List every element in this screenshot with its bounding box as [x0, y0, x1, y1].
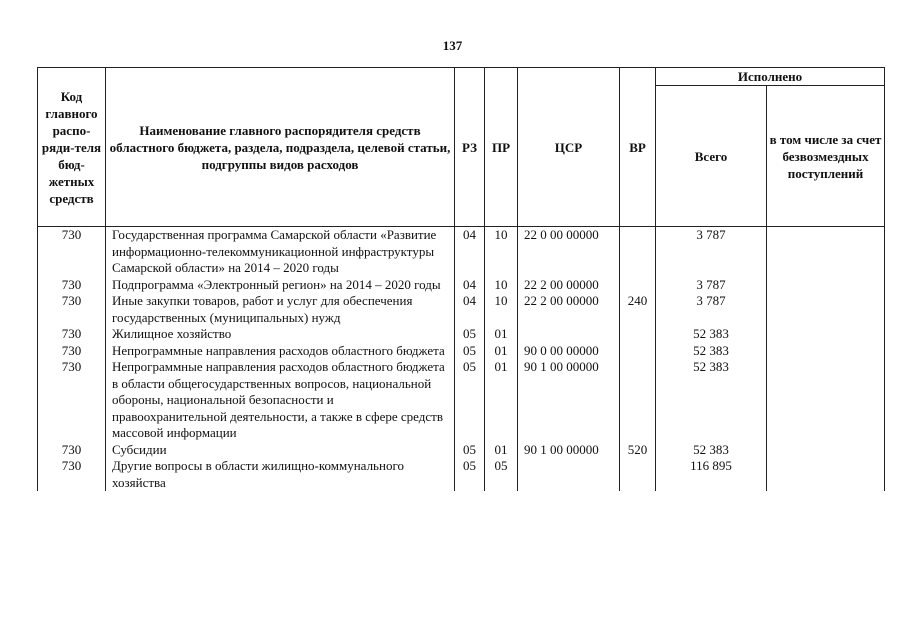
cell-csr: 90 1 00 00000	[518, 442, 620, 459]
cell-rz: 04	[455, 293, 485, 326]
cell-name: Жилищное хозяйство	[106, 326, 455, 343]
cell-code: 730	[38, 326, 106, 343]
cell-total: 52 383	[656, 343, 767, 360]
cell-pr: 05	[485, 458, 518, 491]
cell-code: 730	[38, 277, 106, 294]
cell-gratuitous	[767, 326, 885, 343]
cell-name: Государственная программа Самарской области «Развитие информационно-телекоммуникационной инфраструктуры Самарской области» на 2014 – 2020 годы	[106, 227, 455, 277]
cell-csr: 90 1 00 00000	[518, 359, 620, 442]
cell-rz: 05	[455, 343, 485, 360]
cell-vr	[620, 343, 656, 360]
cell-code: 730	[38, 442, 106, 459]
table-row	[38, 277, 885, 294]
cell-gratuitous	[767, 227, 885, 277]
header-rz: РЗ	[455, 68, 485, 227]
cell-csr: 22 2 00 00000	[518, 293, 620, 326]
header-vr: ВР	[620, 68, 656, 227]
cell-total: 3 787	[656, 227, 767, 277]
cell-csr	[518, 326, 620, 343]
header-gratuitous: в том числе за счет безвозмездных поступлений	[767, 86, 885, 227]
cell-vr	[620, 458, 656, 491]
cell-code: 730	[38, 227, 106, 277]
cell-name: Субсидии	[106, 442, 455, 459]
cell-vr	[620, 359, 656, 442]
table-row	[38, 293, 885, 326]
cell-vr: 240	[620, 293, 656, 326]
cell-pr: 01	[485, 442, 518, 459]
cell-pr: 10	[485, 227, 518, 277]
cell-vr	[620, 277, 656, 294]
cell-pr: 10	[485, 277, 518, 294]
table-row	[38, 343, 885, 360]
header-pr: ПР	[485, 68, 518, 227]
cell-total: 52 383	[656, 442, 767, 459]
cell-total: 52 383	[656, 326, 767, 343]
cell-rz: 04	[455, 277, 485, 294]
cell-rz: 05	[455, 442, 485, 459]
cell-gratuitous	[767, 343, 885, 360]
cell-pr: 01	[485, 326, 518, 343]
table-row	[38, 326, 885, 343]
page-number: 137	[442, 38, 463, 53]
cell-csr: 22 0 00 00000	[518, 227, 620, 277]
cell-rz: 04	[455, 227, 485, 277]
table-row	[38, 442, 885, 459]
cell-gratuitous	[767, 277, 885, 294]
cell-name: Непрограммные направления расходов областного бюджета	[106, 343, 455, 360]
cell-code: 730	[38, 343, 106, 360]
cell-rz: 05	[455, 359, 485, 442]
cell-pr: 01	[485, 359, 518, 442]
header-name: Наименование главного распорядителя средств областного бюджета, раздела, подраздела, целевой статьи, подгруппы видов расходов	[106, 68, 455, 227]
header-csr: ЦСР	[518, 68, 620, 227]
cell-code: 730	[38, 293, 106, 326]
table-row	[38, 227, 885, 277]
cell-total: 3 787	[656, 277, 767, 294]
cell-total: 3 787	[656, 293, 767, 326]
cell-name: Непрограммные направления расходов областного бюджета в области общегосударственных вопросов, национальной обороны, национальной безопасности и правоохранительной деятельности, а также в сфере средств массовой информации	[106, 359, 455, 442]
budget-table	[37, 67, 885, 491]
cell-code: 730	[38, 359, 106, 442]
cell-name: Подпрограмма «Электронный регион» на 2014 – 2020 годы	[106, 277, 455, 294]
header-executed: Исполнено	[656, 68, 885, 86]
cell-total: 52 383	[656, 359, 767, 442]
cell-pr: 10	[485, 293, 518, 326]
cell-rz: 05	[455, 458, 485, 491]
cell-name: Другие вопросы в области жилищно-коммунального хозяйства	[106, 458, 455, 491]
cell-gratuitous	[767, 442, 885, 459]
cell-gratuitous	[767, 293, 885, 326]
cell-gratuitous	[767, 359, 885, 442]
cell-csr: 22 2 00 00000	[518, 277, 620, 294]
table-row	[38, 458, 885, 491]
cell-vr: 520	[620, 442, 656, 459]
table-row	[38, 359, 885, 442]
cell-name: Иные закупки товаров, работ и услуг для обеспечения государственных (муниципальных) нужд	[106, 293, 455, 326]
cell-gratuitous	[767, 458, 885, 491]
cell-vr	[620, 227, 656, 277]
cell-rz: 05	[455, 326, 485, 343]
cell-code: 730	[38, 458, 106, 491]
cell-csr	[518, 458, 620, 491]
cell-pr: 01	[485, 343, 518, 360]
header-total: Всего	[656, 86, 767, 227]
cell-total: 116 895	[656, 458, 767, 491]
cell-csr: 90 0 00 00000	[518, 343, 620, 360]
header-code: Код главного распо-ряди-теля бюд-жетных средств	[38, 68, 106, 227]
cell-vr	[620, 326, 656, 343]
